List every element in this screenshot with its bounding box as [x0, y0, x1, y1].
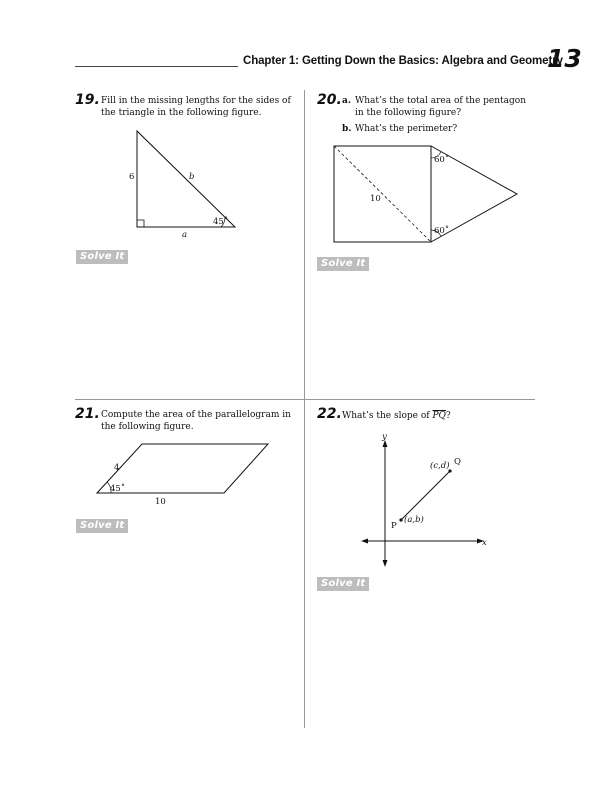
problem-22-text-before: What’s the slope of — [342, 411, 433, 421]
point-p — [399, 518, 402, 521]
angle-top-label: 60˚ — [434, 155, 450, 165]
pentagon-figure — [330, 140, 525, 250]
page-number: 13 — [547, 44, 582, 73]
x-axis-arrow-left — [361, 539, 368, 544]
problem-20b-label: b. — [342, 124, 352, 134]
angle-bottom-label: 60˚ — [434, 226, 450, 236]
triangle-figure — [120, 125, 250, 240]
solve-it-badge-22: Solve It — [317, 577, 369, 591]
problem-22-text-after: ? — [445, 411, 451, 421]
chapter-title: Chapter 1: Getting Down the Basics: Algebra and Geometry — [243, 55, 563, 67]
y-axis-label: y — [382, 432, 387, 442]
solve-it-badge-21: Solve It — [76, 519, 128, 533]
parallelogram-figure — [90, 438, 280, 508]
vertical-divider — [304, 90, 305, 728]
horizontal-divider — [75, 399, 535, 400]
problem-21-number: 21. — [75, 406, 100, 422]
problem-19-text: Fill in the missing lengths for the sides of the triangle in the following figure. — [101, 96, 291, 118]
solve-it-badge-20: Solve It — [317, 257, 369, 271]
side-a-label: a — [182, 230, 188, 240]
triangle-shape — [137, 131, 235, 227]
side-6-label: 6 — [129, 172, 135, 182]
right-angle-mark — [137, 220, 144, 227]
point-p-label: P — [391, 521, 397, 531]
problem-22-text — [342, 411, 451, 423]
x-axis-label: x — [482, 538, 487, 548]
point-p-coords: (a,b) — [404, 515, 424, 525]
angle-45-label: 45˚ — [110, 484, 126, 494]
side-b-label: b — [189, 172, 195, 182]
point-q-label: Q — [454, 457, 461, 467]
problem-19-number: 19. — [75, 92, 100, 108]
diagonal-line — [334, 146, 431, 242]
coordinate-figure — [355, 430, 495, 570]
header-rule — [75, 66, 238, 67]
point-q-coords: (c,d) — [430, 461, 450, 471]
problem-20a-text: What’s the total area of the pentagon in the following figure? — [355, 96, 526, 118]
side-10-label: 10 — [155, 497, 166, 507]
angle-45-label: 45˚ — [213, 217, 229, 227]
problem-20b-text: What’s the perimeter? — [355, 124, 458, 134]
problem-20-number: 20. — [317, 92, 342, 108]
segment-pq-label: $\overline{PQ}$ — [432, 411, 446, 421]
problem-21-text: Compute the area of the parallelogram in the following figure. — [101, 410, 291, 432]
segment-pq — [401, 471, 450, 520]
problem-20a-label: a. — [342, 96, 351, 106]
side-4-label: 4 — [114, 463, 120, 473]
problem-22-number: 22. — [317, 406, 342, 422]
diagonal-10-label: 10 — [370, 194, 381, 204]
solve-it-badge-19: Solve It — [76, 250, 128, 264]
y-axis-arrow-down — [383, 560, 388, 567]
